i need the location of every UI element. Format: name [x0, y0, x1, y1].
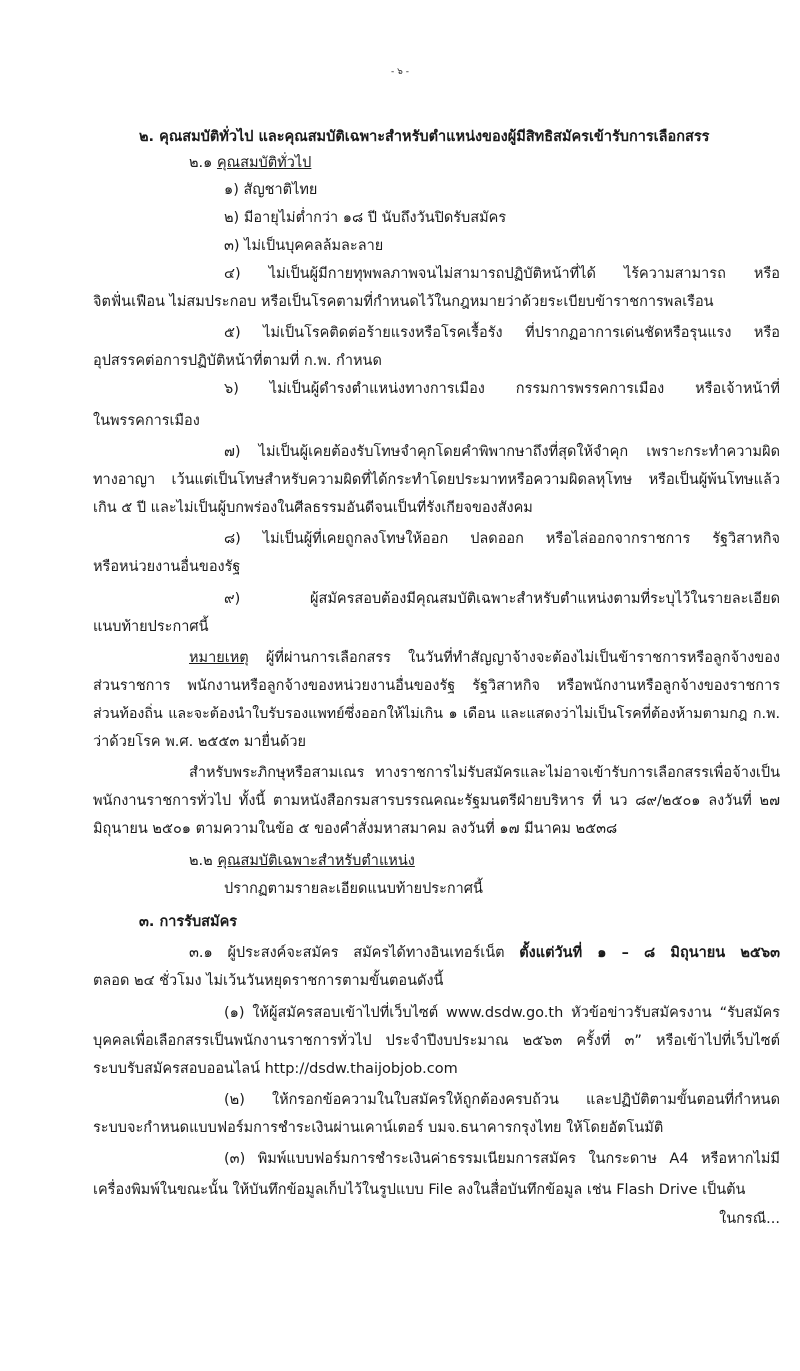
item-6-line-2: ในพรรคการเมือง	[93, 413, 200, 429]
section-2-2-text: ปรากฏตามรายละเอียดแนบท้ายประกาศนี้	[224, 881, 483, 897]
section-3-heading: ๓. การรับสมัคร	[139, 914, 238, 930]
step-1-line-2: บุคคลเพื่อเลือกสรรเป็นพนักงานราชการทั่วไป ประจำปีงบประมาณ ๒๕๖๓ ครั้งที่ ๓” หรือเข้าไปที่เว็บไซต์	[93, 1033, 780, 1049]
item-5-line-2: อุปสรรคต่อการปฏิบัติหน้าที่ตามที่ ก.พ. กำหนด	[93, 353, 382, 369]
section-2-2-title	[189, 851, 415, 873]
section-3-1-line-1: ๓.๑ ผู้ประสงค์จะสมัคร สมัครได้ทางอินเทอร์เน็ต ตั้งแต่วันที่ ๑ – ๘ มิถุนายน ๒๕๖๓	[189, 945, 780, 961]
item-9-line-1: ๙) ผู้สมัครสอบต้องมีคุณสมบัติเฉพาะสำหรับตำแหน่งตามที่ระบุไว้ในรายละเอียด	[224, 591, 780, 607]
item-1: ๑) สัญชาติไทย	[224, 182, 318, 198]
item-8-line-1: ๘) ไม่เป็นผู้ที่เคยถูกลงโทษให้ออก ปลดออก หรือไล่ออกจากราชการ รัฐวิสาหกิจ	[224, 531, 780, 547]
section-2-1-title	[189, 153, 311, 175]
section-2-heading: ๒. คุณสมบัติทั่วไป และคุณสมบัติเฉพาะสำหรับตำแหน่งของผู้มีสิทธิสมัครเข้ารับการเลือกสรร	[139, 129, 710, 145]
section-2-2-label: คุณสมบัติเฉพาะสำหรับตำแหน่ง	[217, 853, 415, 869]
item-2: ๒) มีอายุไม่ต่ำกว่า ๑๘ ปี นับถึงวันปิดรับสมัคร	[224, 210, 507, 226]
step-2-line-1: (๒) ให้กรอกข้อความในใบสมัครให้ถูกต้องครบถ้วน และปฏิบัติตามขั้นตอนที่กำหนด	[224, 1092, 780, 1108]
step-1-line-3: ระบบรับสมัครสอบออนไลน์ http://dsdw.thaijobjob.com	[93, 1061, 458, 1077]
item-8-line-2: หรือหน่วยงานอื่นของรัฐ	[93, 559, 241, 575]
section-2-1-number: ๒.๑	[189, 155, 213, 171]
note-label: หมายเหตุ	[189, 650, 249, 666]
section-2-1-label: คุณสมบัติทั่วไป	[216, 155, 312, 171]
page-number: - ๖ -	[391, 67, 409, 77]
section-3-1-line-2: ตลอด ๒๔ ชั่วโมง ไม่เว้นวันหยุดราชการตามขั้นตอนดังนี้	[93, 973, 444, 989]
item-3: ๓) ไม่เป็นบุคคลล้มละลาย	[224, 238, 384, 254]
note-line-4: ว่าด้วยโรค พ.ศ. ๒๕๕๓ มายื่นด้วย	[93, 734, 307, 750]
item-6-line-1: ๖) ไม่เป็นผู้ดำรงตำแหน่งทางการเมือง กรรมการพรรคการเมือง หรือเจ้าหน้าที่	[224, 381, 780, 397]
step-3-line-2: เครื่องพิมพ์ในขณะนั้น ให้บันทึกข้อมูลเก็บไว้ในรูปแบบ File ลงในสื่อบันทึกข้อมูล เช่น Flash Drive เป็นต้น	[93, 1182, 746, 1198]
step-2-line-2: ระบบจะกำหนดแบบฟอร์มการชำระเงินผ่านเคาน์เตอร์ บมจ.ธนาคารกรุงไทย ให้โดยอัตโนมัติ	[93, 1120, 664, 1136]
step-3-line-1: (๓) พิมพ์แบบฟอร์มการชำระเงินค่าธรรมเนียมการสมัคร ในกระดาษ A4 หรือหากไม่มี	[224, 1151, 780, 1167]
item-7-line-1: ๗) ไม่เป็นผู้เคยต้องรับโทษจำคุกโดยคำพิพากษาถึงที่สุดให้จำคุก เพราะกระทำความผิด	[224, 444, 780, 460]
monk-line-1: สำหรับพระภิกษุหรือสามเณร ทางราชการไม่รับสมัครและไม่อาจเข้ารับการเลือกสรรเพื่อจ้างเป็น	[189, 765, 780, 781]
continuation-marker: ในกรณี...	[719, 1211, 780, 1227]
note-line-3: ส่วนท้องถิ่น และจะต้องนำใบรับรองแพทย์ซึ่งออกให้ไม่เกิน ๑ เดือน และแสดงว่าไม่เป็นโรคที่ต้องห้ามตามกฎ ก.พ.	[93, 706, 780, 722]
note-line-1: หมายเหตุ ผู้ที่ผ่านการเลือกสรร ในวันที่ทำสัญญาจ้างจะต้องไม่เป็นข้าราชการหรือลูกจ้างของ	[189, 650, 780, 666]
section-2-2-number: ๒.๒	[189, 853, 213, 869]
item-7-line-2: ทางอาญา เว้นแต่เป็นโทษสำหรับความผิดที่ได้กระทำโดยประมาทหรือความผิดลหุโทษ หรือเป็นผู้พ้นโทษแล้ว	[93, 472, 780, 488]
monk-line-2: พนักงานราชการทั่วไป ทั้งนี้ ตามหนังสือกรมสารบรรณคณะรัฐมนตรีฝ่ายบริหาร ที่ นว ๘๙/๒๕๐๑ ลงวันที่ ๒๗	[93, 793, 781, 809]
application-period: ตั้งแต่วันที่ ๑ – ๘ มิถุนายน ๒๕๖๓	[519, 945, 780, 961]
item-4-line-1: ๔) ไม่เป็นผู้มีกายทุพพลภาพจนไม่สามารถปฏิบัติหน้าที่ได้ ไร้ความสามารถ หรือ	[224, 266, 780, 282]
step-1-line-1: (๑) ให้ผู้สมัครสอบเข้าไปที่เว็บไซต์ www.dsdw.go.th หัวข้อข่าวรับสมัครงาน “รับสมัคร	[224, 1005, 780, 1021]
item-7-line-3: เกิน ๕ ปี และไม่เป็นผู้บกพร่องในศีลธรรมอันดีจนเป็นที่รังเกียจของสังคม	[93, 500, 533, 516]
item-4-line-2: จิตฟั่นเฟือน ไม่สมประกอบ หรือเป็นโรคตามที่กำหนดไว้ในกฎหมายว่าด้วยระเบียบข้าราชการพลเรือน	[93, 294, 714, 310]
note-line-2: ส่วนราชการ พนักงานหรือลูกจ้างของหน่วยงานอื่นของรัฐ รัฐวิสาหกิจ หรือพนักงานหรือลูกจ้างของราชการ	[93, 678, 780, 694]
item-9-line-2: แนบท้ายประกาศนี้	[93, 619, 209, 635]
monk-line-3: มิถุนายน ๒๕๐๑ ตามความในข้อ ๕ ของคำสั่งมหาสมาคม ลงวันที่ ๑๗ มีนาคม ๒๕๓๘	[93, 821, 618, 837]
item-5-line-1: ๕) ไม่เป็นโรคติดต่อร้ายแรงหรือโรคเรื้อรัง ที่ปรากฏอาการเด่นชัดหรือรุนแรง หรือ	[224, 325, 780, 341]
